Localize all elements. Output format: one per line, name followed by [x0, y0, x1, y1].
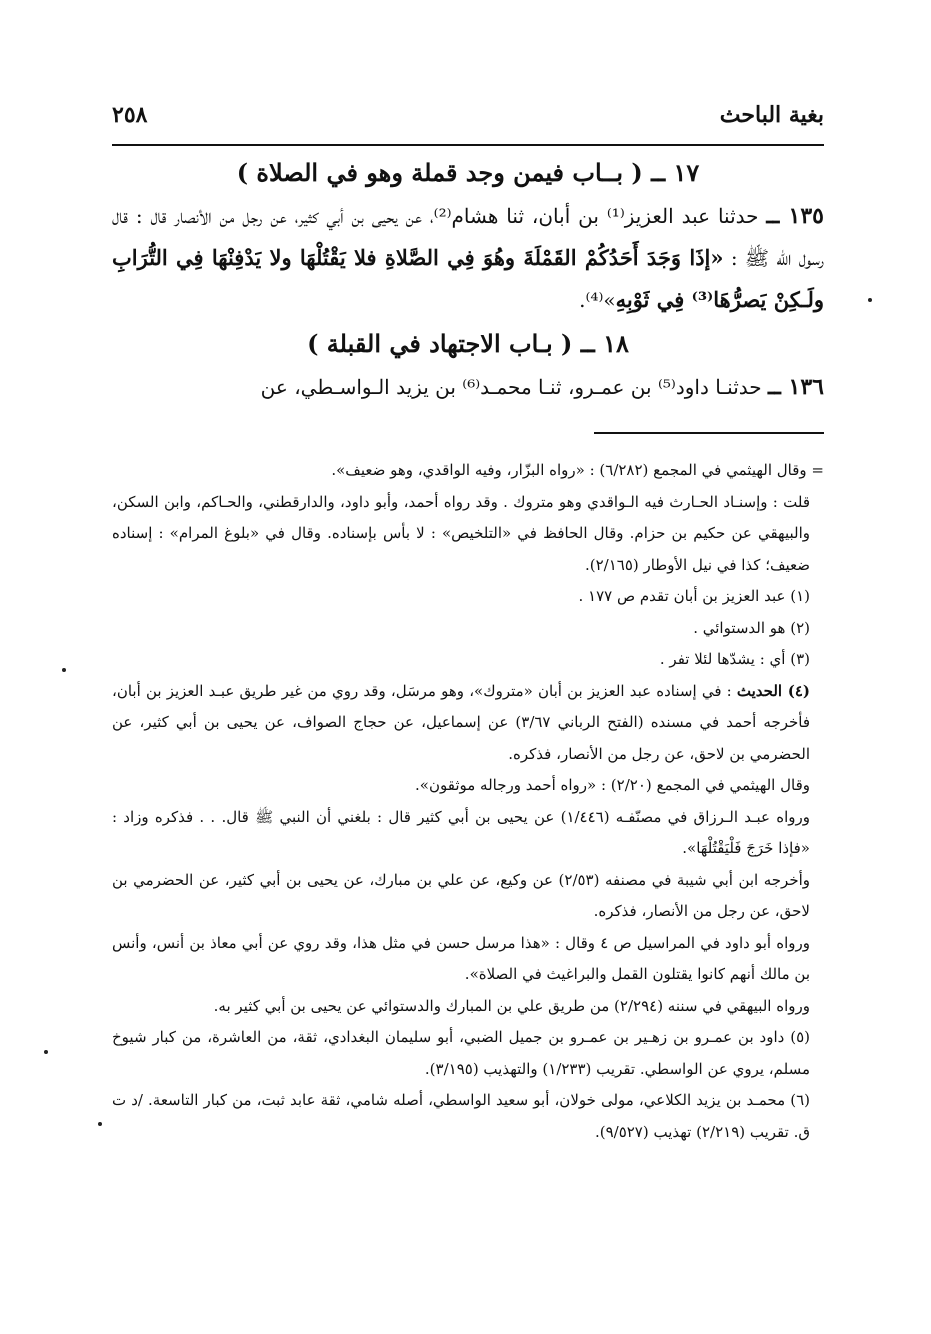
- main-text: [112, 150, 824, 408]
- hadith-quote-text: إذَا وَجَدَ أَحَدُكُمْ القَمْلَةَ وهُوَ فِي الصَّلاةِ فلا يَقْتُلْهَا ولا يَدْفِنْهَا فِي التُّرَابِ ولَـكِنْ يَصرُّهَا⁽³⁾ فِي ثَوْبِهِ: [112, 245, 824, 312]
- footnote-paragraph: وقال الهيثمي في المجمع (٢/٢٠) : «رواه أحمد ورجاله موثقون».: [415, 776, 810, 794]
- scan-speck: [44, 1050, 48, 1054]
- chapter-heading-17: ١٧ ــ ( بــاب فيمن وجد قملة وهو في الصلاة ): [236, 158, 700, 187]
- footnote-paragraph: ورواه البيهقي في سننه (٢/٢٩٤) من طريق علي بن المبارك والدستوائي عن يحيى بن أبي كثير به.: [213, 996, 810, 1015]
- footnote-2: (٢) هو الدستوائي .: [693, 618, 810, 637]
- hadith-136: [112, 367, 824, 408]
- footnote-1: (١) عبد العزيز بن أبان تقدم ص ١٧٧ .: [578, 587, 810, 605]
- footnote-paragraph: قلت : وإسنـاد الحـارث فيه الـواقدي وهو متروك . وقد رواه أحمد، وأبو داود، والدارقطني، والحـاكم، وابن السكن، والبيهقي عن حكيم بن حزام. وقال الحافظ في «التلخيص» : لا بأس بإسناده. وقال في «بلوغ المرام» : إسناده ضعيف؛ كذا في نيل الأوطار (٢/١٦٥).: [112, 492, 810, 574]
- footnote-4: (٤) الحديث : في إسناده عبد العزيز بن أبان «متروك»، وهو مرسَل، وقد روي من غير طريق عبـد العزيز بن أبان، فأخرجه أحمد في مسنده (الفتح الرباني ٣/٦٧) عن إسماعيل، عن حجاج الصواف، عن يحيى بن أبي كثير، عن الحضرمي بن لاحق، عن رجل من الأنصار، فذكره.: [112, 681, 811, 763]
- header-rule: [112, 144, 824, 146]
- footnote-paragraph: = وقال الهيثمي في المجمع (٦/٢٨٢) : «رواه البزّار، وفيه الواقدي، وهو ضعيف».: [331, 461, 824, 479]
- footnote-paragraph: ورواه أبو داود في المراسيل ص ٤ وقال : «هذا مرسل حسن في مثل هذا، وقد روي عن أبي معاذ بن أنس، وأنس بن مالك أنهم كانوا يقتلون القمل والبراغيث في الصلاة».: [112, 933, 810, 983]
- footnote-rule: [594, 432, 824, 434]
- footnote-paragraph: ورواه عبـد الـرزاق في مصنّفـه (١/٤٤٦) عن يحيى بن أبي كثير قال : بلغني أن النبي ﷺ قال. . . فذكره وزاد : «فإذا خَرَجَ فَلْيَقْتُلْهَا».: [112, 807, 810, 857]
- scan-speck: [62, 668, 66, 672]
- scan-speck: [98, 1122, 102, 1126]
- footnotes: [112, 455, 824, 1148]
- running-title: بغية الباحث: [719, 102, 824, 128]
- footnote-3: (٣) أي : يشدّها لئلا تفر .: [659, 650, 810, 668]
- hadith-135: [112, 196, 824, 321]
- hadith-quote-end: »⁽⁴⁾.: [579, 288, 616, 312]
- hadith-quote: «إذَا وَجَدَ أَحَدُكُمْ القَمْلَةَ وهُوَ فِي الصَّلاةِ فلا يَقْتُلْهَا ولا يَدْفِنْهَا فِي التُّرَابِ ولَـكِنْ يَصرُّهَا⁽³⁾ فِي ثَوْبِهِ: [112, 245, 824, 312]
- page-header: [112, 92, 824, 128]
- footnote-6: (٦) محمـد بن يزيد الكلاعي، مولى خولان، أبو سعيد الواسطي، أصله شامي، ثقة عابد ثبت، من كبار التاسعة. /د ت ق. تقريب (٢/٢١٩) تهذيب (٩/٥٢٧).: [112, 1091, 810, 1141]
- page-number: ٢٥٨: [112, 102, 148, 128]
- hadith-chain: حدثنـا داود⁽⁵⁾ بن عمـرو، ثنـا محمـد⁽⁶⁾ بن يزيد الـواسـطي، عن: [260, 375, 768, 399]
- hadith-number: ١٣٥ ــ: [766, 203, 824, 229]
- footnote-5: (٥) داود بن عمـرو بن زهـير بن عمـرو بن جميل الضبي، أبو سليمان البغدادي، ثقة، من العاشرة، من كبار شيوخ مسلم، يروي عن الواسطي. تقريب (١/٢٣٣) والتهذيب (٣/١٩٥).: [112, 1028, 810, 1078]
- hadith-number: ١٣٦ ــ: [767, 374, 824, 400]
- hadith-chain: حدثنا عبد العزيز⁽¹⁾ بن أبان، ثنا هشام⁽²⁾، عن يحيى بن أبي كثير، عن رجل من الأنصار قال : قال رسول الله ﷺ :: [112, 204, 824, 270]
- scan-speck: [868, 298, 872, 302]
- footnote-paragraph: وأخرجه ابن أبي شيبة في مصنفه (٢/٥٣) عن وكيع، عن علي بن مبارك، عن يحيى بن أبي كثير، عن الحضرمي بن لاحق، عن رجل من الأنصار، فذكره.: [112, 870, 810, 920]
- chapter-heading-18: ١٨ ــ ( بـاب الاجتهاد في القبلة ): [307, 329, 629, 358]
